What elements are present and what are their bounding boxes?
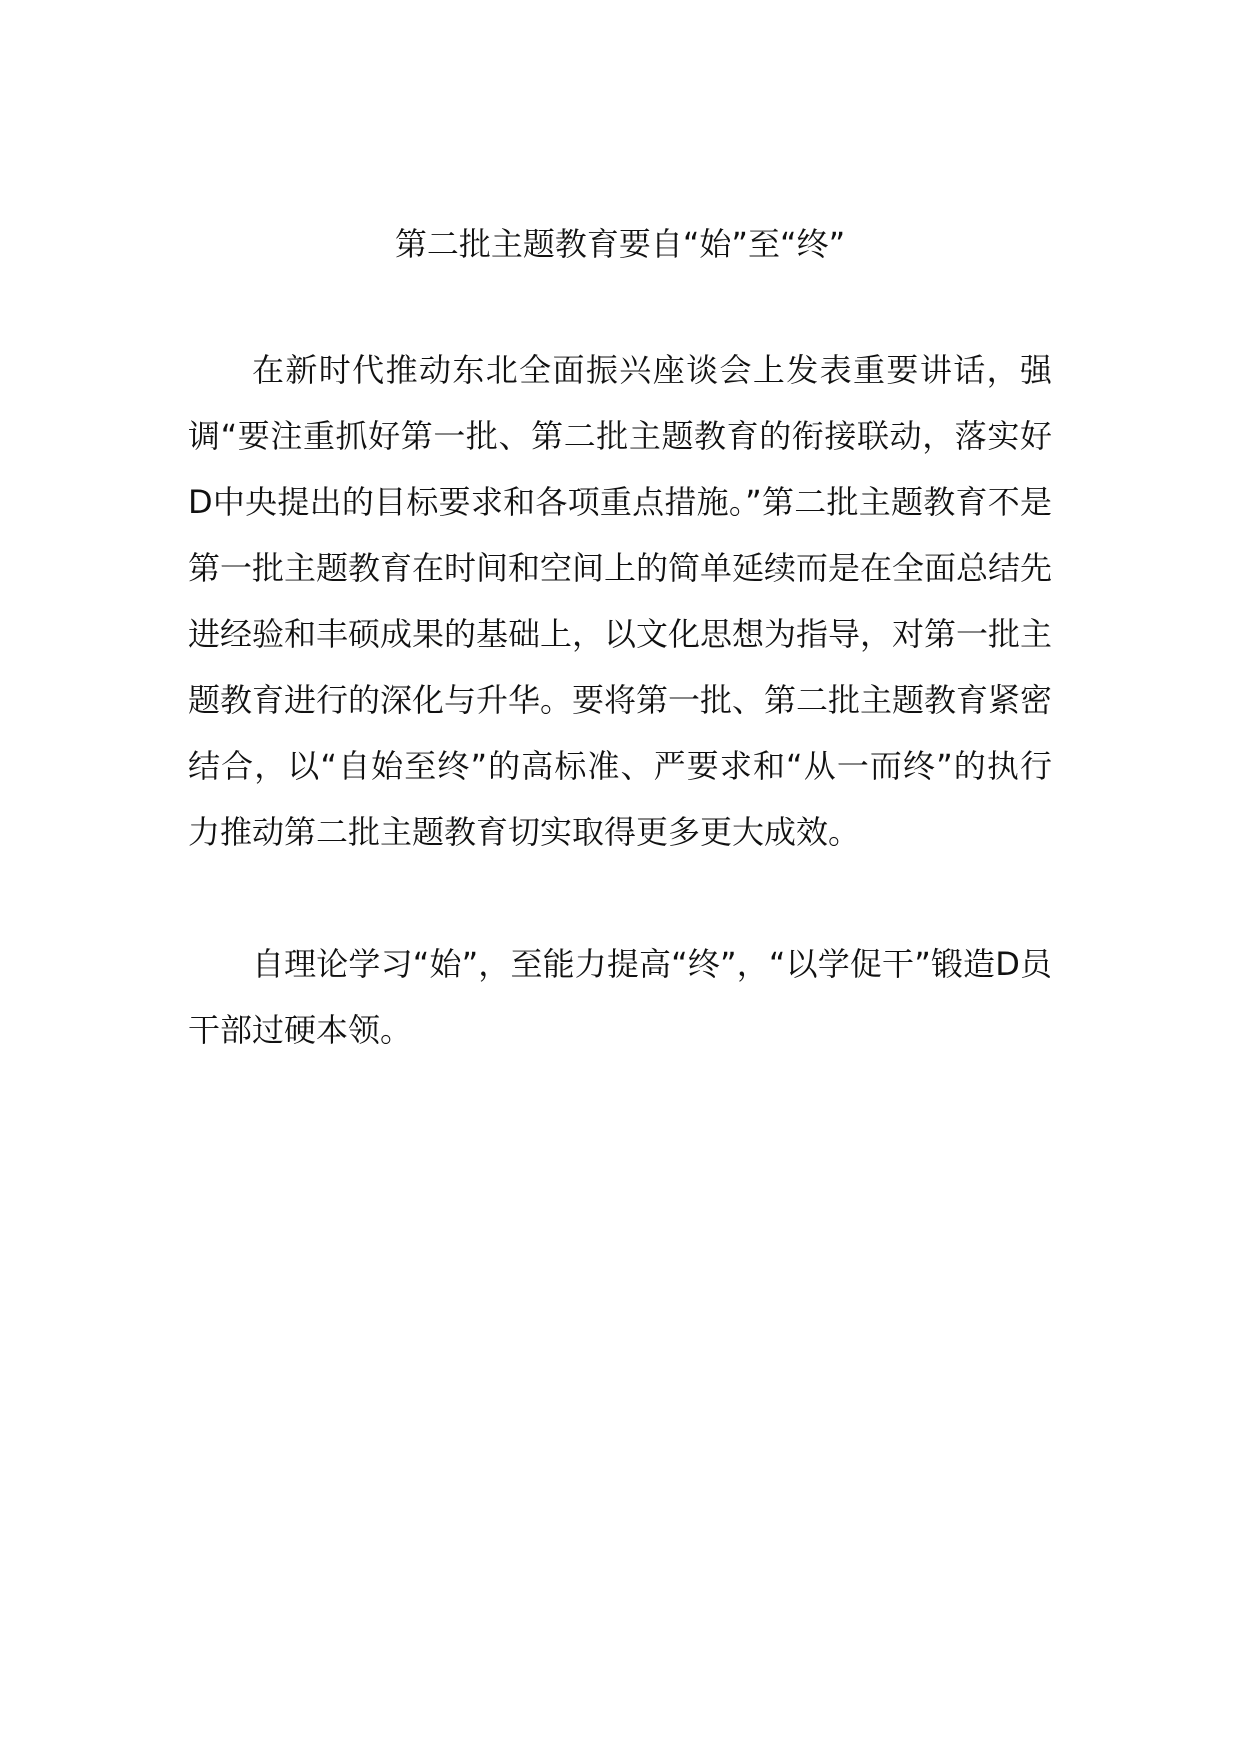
paragraph-1: 在新时代推动东北全面振兴座谈会上发表重要讲话，强调“要注重抓好第一批、第二批主题教育的衔接联动，落实好D中央提出的目标要求和各项重点措施。”第二批主题教育不是第一批主题教育在时间和空间上的简单延续而是在全面总结先进经验和丰硕成果的基础上，以文化思想为指导，对第一批主题教育进行的深化与升华。要将第一批、第二批主题教育紧密结合，以“自始至终”的高标准、严要求和“从一而终”的执行力推动第二批主题教育切实取得更多更大成效。 [188, 351, 1053, 851]
document-title: 第二批主题教育要自“始”至“终” [394, 225, 846, 263]
paragraph-2: 自理论学习“始”，至能力提高“终”，“以学促干”锻造D员干部过硬本领。 [188, 945, 1052, 1049]
